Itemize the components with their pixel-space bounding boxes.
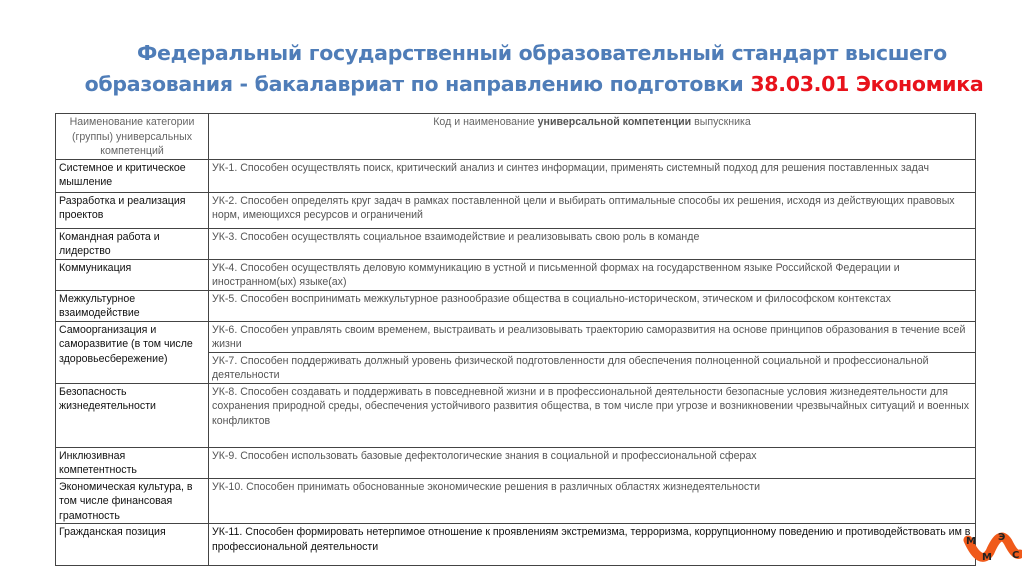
category-cell: Разработка и реализация проектов [56, 192, 209, 228]
category-cell: Командная работа и лидерство [56, 228, 209, 259]
category-cell: Межкультурное взаимодействие [56, 290, 209, 321]
table-row [56, 259, 976, 290]
table-row [56, 383, 976, 447]
table-row [56, 524, 976, 566]
table-row [56, 192, 976, 228]
competence-cell: УК-10. Способен принимать обоснованные экономические решения в различных областях жизнедеятельности [209, 478, 976, 524]
category-cell: Инклюзивная компетентность [56, 447, 209, 478]
logo-letter-e: Э [998, 532, 1006, 543]
competence-cell: УК-8. Способен создавать и поддерживать в повседневной жизни и в профессиональной деятельности безопасные условия жизнедеятельности для сохранения природной среды, обеспечения устойчивого развития общества, в том числе при угрозе и возникновении чрезвычайных ситуаций и военных конфликтов [209, 383, 976, 447]
mmes-logo-icon [962, 524, 1022, 568]
title-line-2 [0, 69, 1024, 100]
competences-table [55, 113, 976, 566]
competence-cell: УК-11. Способен формировать нетерпимое отношение к проявлениям экстремизма, терроризма, коррупционному поведению и противодействовать им в профессиональной деятельности [209, 524, 976, 566]
slide-title [0, 38, 1024, 100]
category-cell: Экономическая культура, в том числе финансовая грамотность [56, 478, 209, 524]
header-competence-bold: универсальной компетенции [537, 116, 692, 128]
title-line-2-main: образования - бакалавриат по направлению подготовки [84, 72, 744, 96]
table-row [56, 290, 976, 321]
header-category: Наименование категории (группы) универсальных компетенций [56, 114, 209, 160]
competence-cell: УК-2. Способен определять круг задач в рамках поставленной цели и выбирать оптимальные способы их решения, исходя из действующих правовых норм, имеющихся ресурсов и ограничений [209, 192, 976, 228]
competence-cell: УК-6. Способен управлять своим временем, выстраивать и реализовывать траекторию саморазвития на основе принципов образования в течение всей жизни [209, 321, 976, 352]
title-line-1: Федеральный государственный образовательный стандарт высшего [137, 41, 947, 65]
competence-cell: УК-4. Способен осуществлять деловую коммуникацию в устной и письменной формах на государственном языке Российской Федерации и иностранном(ых) языке(ах) [209, 259, 976, 290]
header-competence-prefix: Код и наименование [433, 116, 538, 128]
logo-letter-m1: М [966, 536, 976, 547]
table-row [56, 159, 976, 192]
table-row [56, 321, 976, 352]
logo-letter-s: С [1012, 550, 1020, 561]
category-cell: Безопасность жизнедеятельности [56, 383, 209, 447]
table-row [56, 228, 976, 259]
category-cell: Гражданская позиция [56, 524, 209, 566]
header-competence [209, 114, 976, 160]
title-program-code: 38.03.01 Экономика [750, 72, 984, 96]
competence-cell: УК-5. Способен воспринимать межкультурное разнообразие общества в социально-историческом, этическом и философском контекстах [209, 290, 976, 321]
table-header-row [56, 114, 976, 160]
table-row [56, 447, 976, 478]
table-row [56, 478, 976, 524]
category-cell: Коммуникация [56, 259, 209, 290]
competence-cell: УК-7. Способен поддерживать должный уровень физической подготовленности для обеспечения полноценной социальной и профессиональной деятельности [209, 352, 976, 383]
competence-cell: УК-9. Способен использовать базовые дефектологические знания в социальной и профессиональной сферах [209, 447, 976, 478]
category-cell: Самоорганизация и саморазвитие (в том числе здоровьесбережение) [56, 321, 209, 383]
logo-letter-m2: М [982, 552, 992, 563]
competence-cell: УК-1. Способен осуществлять поиск, критический анализ и синтез информации, применять системный подход для решения поставленных задач [209, 159, 976, 192]
category-cell: Системное и критическое мышление [56, 159, 209, 192]
competence-cell: УК-3. Способен осуществлять социальное взаимодействие и реализовывать свою роль в команде [209, 228, 976, 259]
header-competence-suffix: выпускника [691, 116, 751, 128]
